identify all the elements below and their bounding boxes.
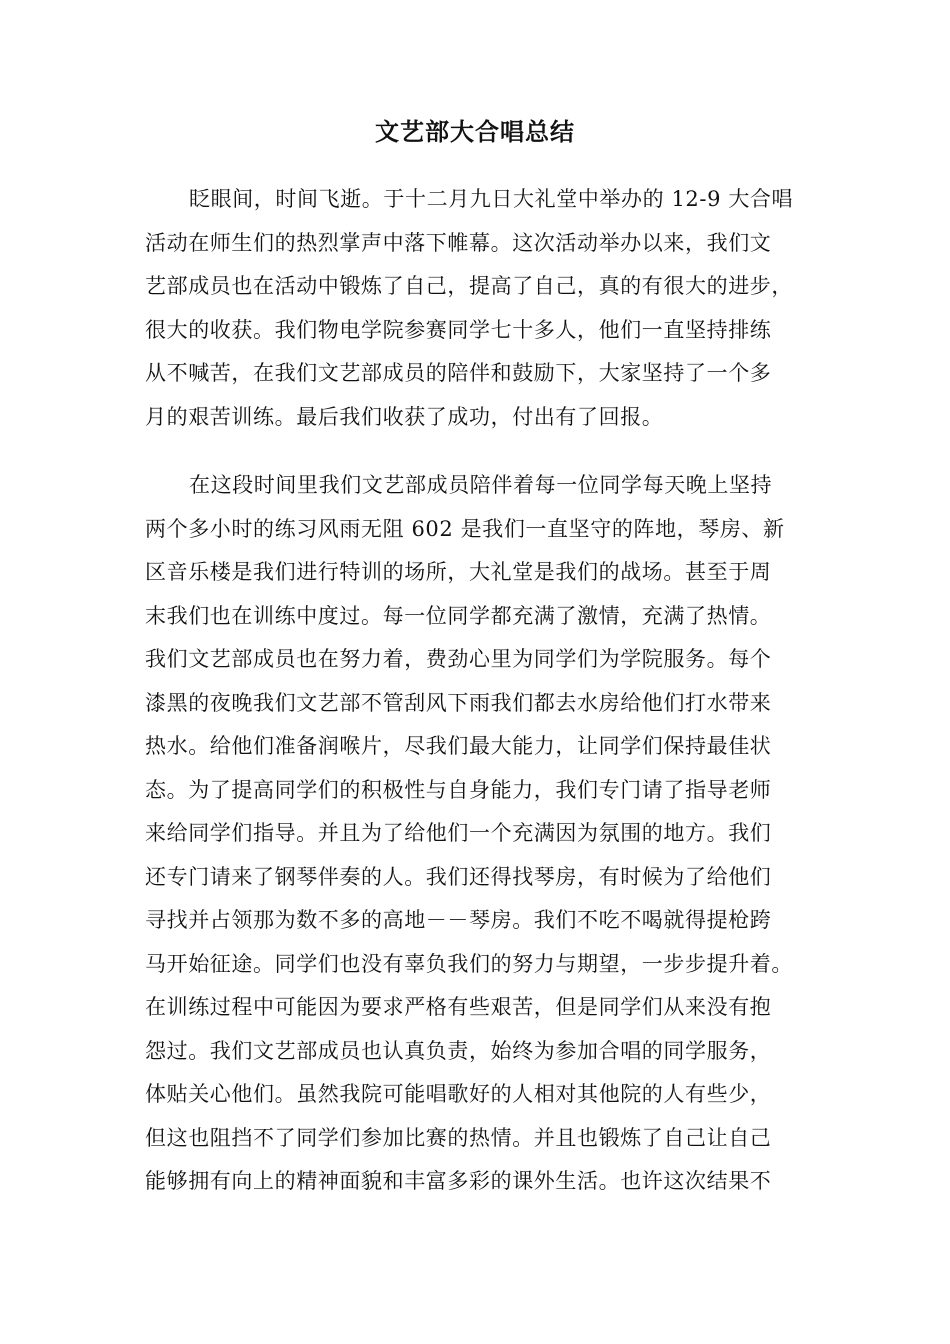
paragraph-line: 马开始征途。同学们也没有辜负我们的努力与期望，一步步提升着。 xyxy=(145,951,793,976)
paragraph-line: 从不喊苦，在我们文艺部成员的陪伴和鼓励下，大家坚持了一个多 xyxy=(145,361,772,385)
paragraph-line: 在训练过程中可能因为要求严格有些艰苦，但是同学们从来没有抱 xyxy=(145,995,772,1019)
paragraph-line: 能够拥有向上的精神面貌和丰富多彩的课外生活。也许这次结果不 xyxy=(145,1169,772,1193)
paragraph-2 xyxy=(145,464,825,1204)
paragraph-line: 月的艰苦训练。最后我们收获了成功，付出有了回报。 xyxy=(145,404,664,429)
paragraph-line: 眨眼间，时间飞逝。于十二月九日大礼堂中举办的 12-9 大合唱 xyxy=(189,187,794,211)
paragraph-line: 还专门请来了钢琴伴奏的人。我们还得找琴房，有时候为了给他们 xyxy=(145,864,772,889)
paragraph-line: 热水。给他们准备润喉片，尽我们最大能力，让同学们保持最佳状 xyxy=(145,734,772,758)
paragraph-line: 体贴关心他们。虽然我院可能唱歌好的人相对其他院的人有些少， xyxy=(145,1082,772,1106)
paragraph-line: 漆黑的夜晚我们文艺部不管刮风下雨我们都去水房给他们打水带来 xyxy=(145,690,772,715)
paragraph-line: 区音乐楼是我们进行特训的场所，大礼堂是我们的战场。甚至于周 xyxy=(145,560,772,584)
document-title: 文艺部大合唱总结 xyxy=(375,118,575,146)
paragraph-line: 两个多小时的练习风雨无阻 602 是我们一直坚守的阵地，琴房、新 xyxy=(145,516,785,541)
paragraph-line: 在这段时间里我们文艺部成员陪伴着每一位同学每天晚上坚持 xyxy=(189,473,773,497)
paragraph-line: 寻找并占领那为数不多的高地－－琴房。我们不吃不喝就得提枪跨 xyxy=(145,908,772,932)
paragraph-line: 来给同学们指导。并且为了给他们一个充满因为氛围的地方。我们 xyxy=(145,821,772,845)
paragraph-line: 态。为了提高同学们的积极性与自身能力，我们专门请了指导老师 xyxy=(145,777,772,802)
paragraph-line: 活动在师生们的热烈掌声中落下帷幕。这次活动举办以来，我们文 xyxy=(145,230,772,255)
paragraph-line: 艺部成员也在活动中锻炼了自己，提高了自己，真的有很大的进步， xyxy=(145,274,793,298)
paragraph-line: 很大的收获。我们物电学院参赛同学七十多人，他们一直坚持排练 xyxy=(145,317,772,342)
paragraph-line: 但这也阻挡不了同学们参加比赛的热情。并且也锻炼了自己让自己 xyxy=(145,1125,772,1150)
paragraph-line: 我们文艺部成员也在努力着，费劲心里为同学们为学院服务。每个 xyxy=(145,647,772,671)
paragraph-line: 末我们也在训练中度过。每一位同学都充满了激情，充满了热情。 xyxy=(145,603,772,628)
paragraph-line: 怨过。我们文艺部成员也认真负责，始终为参加合唱的同学服务， xyxy=(145,1038,772,1063)
paragraph-1 xyxy=(145,178,825,439)
